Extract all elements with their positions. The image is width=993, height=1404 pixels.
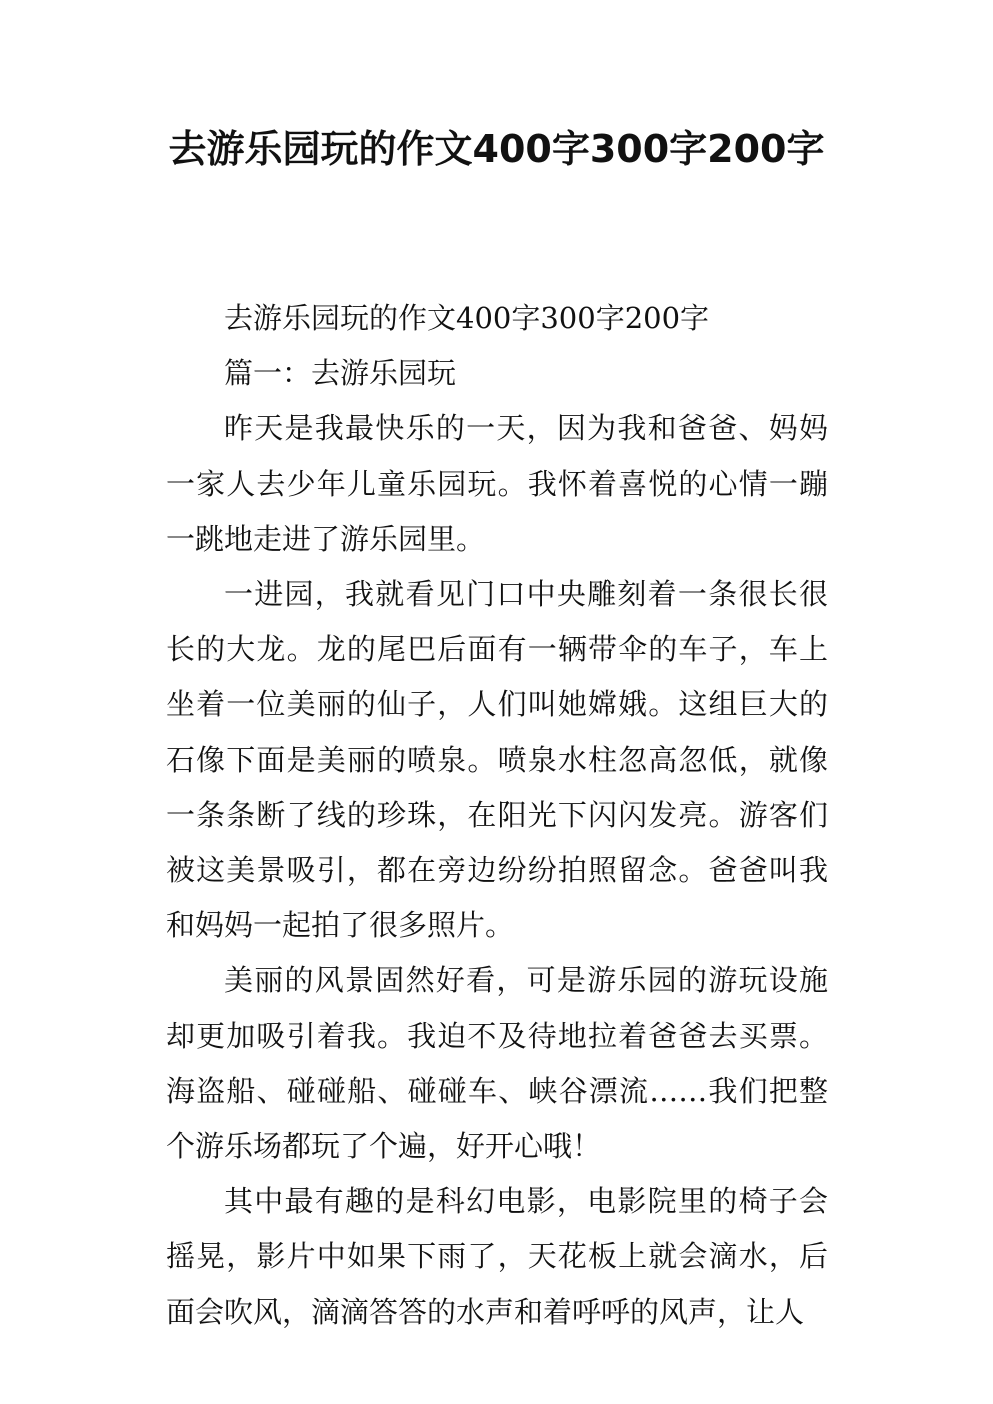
body-paragraph: 昨天是我最快乐的一天，因为我和爸爸、妈妈一家人去少年儿童乐园玩。我怀着喜悦的心情一蹦一跳地走进了游乐园里。 xyxy=(166,411,828,556)
section-heading: 篇一：去游乐园玩 xyxy=(224,356,457,391)
subtitle-paragraph: 去游乐园玩的作文400字300字200字 xyxy=(224,301,710,335)
body-paragraph: 其中最有趣的是科幻电影，电影院里的椅子会摇晃，影片中如果下雨了，天花板上就会滴水，后面会吹风，滴滴答答的水声和着呼呼的风声，让人 xyxy=(166,1184,828,1329)
document-body xyxy=(166,291,828,1340)
body-paragraph: 美丽的风景固然好看，可是游乐园的游玩设施却更加吸引着我。我迫不及待地拉着爸爸去买票。海盗船、碰碰船、碰碰车、峡谷漂流……我们把整个游乐场都玩了个遍，好开心哦！ xyxy=(166,963,828,1164)
document-title: 去游乐园玩的作文400字300字200字 xyxy=(168,127,825,171)
body-paragraph: 一进园，我就看见门口中央雕刻着一条很长很长的大龙。龙的尾巴后面有一辆带伞的车子，车上坐着一位美丽的仙子，人们叫她嫦娥。这组巨大的石像下面是美丽的喷泉。喷泉水柱忽高忽低，就像一条条断了线的珍珠，在阳光下闪闪发亮。游客们被这美景吸引，都在旁边纷纷拍照留念。爸爸叫我和妈妈一起拍了很多照片。 xyxy=(166,577,828,943)
